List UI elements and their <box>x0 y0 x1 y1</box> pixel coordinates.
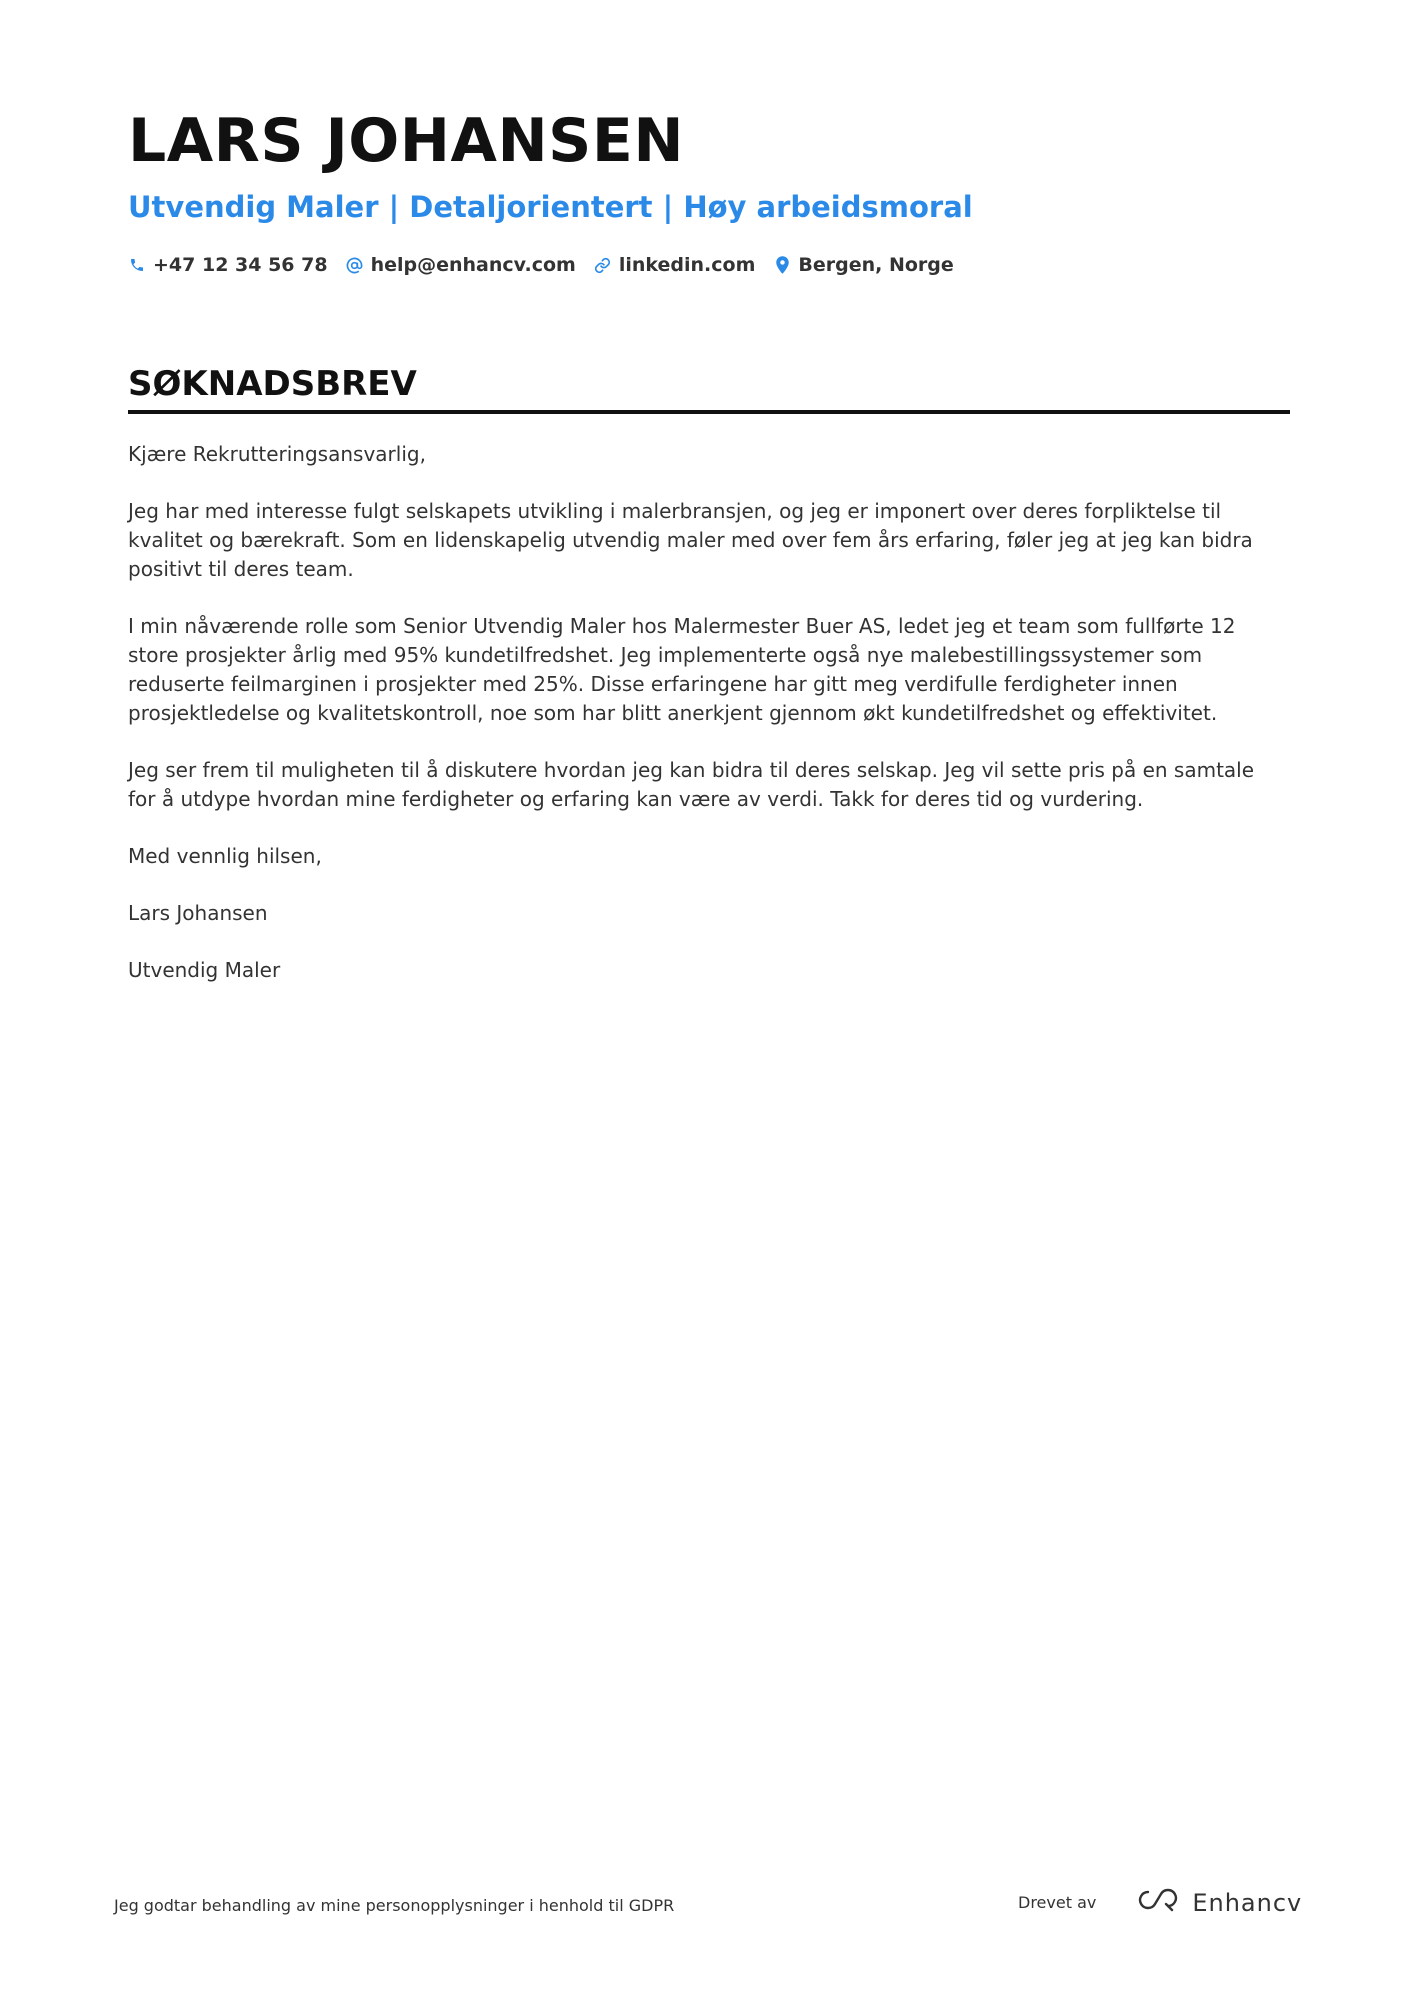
section-title: SØKNADSBREV <box>128 364 417 404</box>
contact-linkedin-text[interactable]: linkedin.com <box>618 254 756 276</box>
contact-phone <box>128 254 328 276</box>
applicant-name: LARS JOHANSEN <box>128 106 685 176</box>
location-pin-icon <box>773 256 791 274</box>
letter-paragraph: Jeg har med interesse fulgt selskapets utvikling i malerbransjen, og jeg er imponert over deres forpliktelse til kvalitet og bærekraft. Som en lidenskapelig utvendig maler med over fem års erfaring, føler jeg at jeg kan bidra positivt til deres team. <box>128 499 1253 581</box>
letter-paragraph: Jeg ser frem til muligheten til å diskutere hvordan jeg kan bidra til deres selskap. Jeg vil sette pris på en samtale for å utdype hvordan mine ferdigheter og erfaring kan være av verdi. Takk for deres tid og vurdering. <box>128 758 1255 811</box>
letter-paragraph: I min nåværende rolle som Senior Utvendig Maler hos Malermester Buer AS, ledet jeg et team som fullførte 12 store prosjekter årlig med 95% kundetilfredshet. Jeg implementerte også nye malebestillingssystemer som reduserte feilmarginen i prosjekter med 25%. Disse erfaringene har gitt meg verdifulle ferdigheter innen prosjektledelse og kvalitetskontroll, noe som har blitt anerkjent gjennom økt kundetilfredshet og effektivitet. <box>128 614 1236 725</box>
brand-logo[interactable] <box>1136 1888 1302 1917</box>
letter-signature-name: Lars Johansen <box>128 901 268 925</box>
letter-signature-title: Utvendig Maler <box>128 958 281 982</box>
phone-icon <box>128 256 146 274</box>
contact-location <box>773 254 953 276</box>
cover-letter-page <box>128 0 1290 1995</box>
letter-salutation: Kjære Rekrutteringsansvarlig, <box>128 442 426 466</box>
contact-location-text: Bergen, Norge <box>798 254 954 276</box>
at-icon <box>346 256 364 274</box>
gdpr-consent-text: Jeg godtar behandling av mine personopplysninger i henhold til GDPR <box>114 1896 675 1915</box>
contact-phone-text: +47 12 34 56 78 <box>153 254 328 276</box>
link-icon <box>594 256 612 274</box>
brand-name: Enhancv <box>1192 1888 1303 1917</box>
enhancv-logo-icon <box>1136 1888 1182 1917</box>
footer-branding[interactable] <box>1018 1888 1302 1917</box>
contact-row <box>128 254 954 276</box>
section-divider <box>128 410 1290 414</box>
contact-linkedin[interactable] <box>594 254 756 276</box>
letter-closing: Med vennlig hilsen, <box>128 844 322 868</box>
powered-by-label: Drevet av <box>1018 1893 1097 1912</box>
contact-email[interactable] <box>346 254 576 276</box>
letter-body <box>128 440 1278 1013</box>
applicant-headline: Utvendig Maler | Detaljorientert | Høy arbeidsmoral <box>128 190 973 224</box>
contact-email-text[interactable]: help@enhancv.com <box>370 254 576 276</box>
